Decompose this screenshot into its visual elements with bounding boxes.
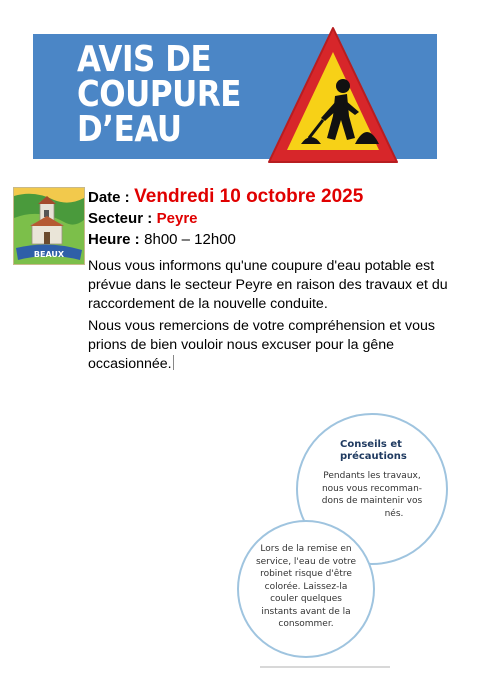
banner-title-line2: COUPURE [77, 74, 241, 115]
advice-infographic [230, 395, 470, 675]
advice-title [340, 439, 407, 463]
banner-title-line1: AVIS DE [77, 39, 212, 80]
notice-paragraph-2-text: Nous vous remercions de votre compréhension et vous prions de bien vouloir nous excuser pour la gêne occasionnée. [88, 318, 435, 372]
heure-row [88, 231, 468, 252]
heure-value: 8h00 – 12h00 [144, 231, 236, 248]
advice-title-line1: Conseils et [340, 439, 402, 450]
village-logo [13, 187, 85, 265]
notice-paragraph-2 [88, 317, 460, 374]
church-logo-icon [14, 188, 84, 264]
banner-title-line3: D’EAU [77, 109, 182, 150]
roadworks-warning-sign-icon [263, 20, 403, 170]
bubble-service-line: robinet risque d'être [260, 569, 352, 579]
bubble-works-line: nous vous recomman- [321, 483, 423, 494]
advice-title-line2: précautions [340, 451, 407, 462]
bubble-works-line: dons de maintenir vos [321, 496, 423, 506]
bubble-service-line: colorée. Laissez-la [264, 581, 348, 592]
date-row [88, 186, 468, 210]
heure-label: Heure : [88, 231, 140, 248]
text-cursor [173, 355, 174, 370]
bubble-service-line: Lors de la remise en [260, 544, 352, 554]
advice-bubble-service [252, 543, 360, 631]
logo-text: BEAUX [33, 250, 65, 259]
bubble-service-line: service, l'eau de votre [255, 556, 357, 567]
advice-bubble-works [318, 470, 426, 520]
notice-banner [33, 34, 437, 159]
secteur-label: Secteur : [88, 210, 153, 227]
notice-details [88, 186, 468, 252]
banner-title [77, 39, 241, 150]
secteur-value: Peyre [156, 210, 198, 227]
bubble-works-line: Pendants les travaux, [323, 471, 421, 481]
bubble-works-line: nés. [384, 508, 404, 519]
notice-paragraph-1: Nous vous informons qu'une coupure d'eau potable est prévue dans le secteur Peyre en raison des travaux et du raccordement de la nouvelle conduite. [88, 258, 448, 312]
date-label: Date : [88, 189, 130, 206]
bubble-service-line: couler quelques [270, 594, 342, 604]
date-value: Vendredi 10 octobre 2025 [134, 186, 364, 207]
advice-circles-graphic [230, 395, 470, 675]
bubble-service-line: consommer. [278, 619, 334, 629]
bubble-service-line: instants avant de la [261, 606, 351, 617]
secteur-row [88, 210, 468, 231]
